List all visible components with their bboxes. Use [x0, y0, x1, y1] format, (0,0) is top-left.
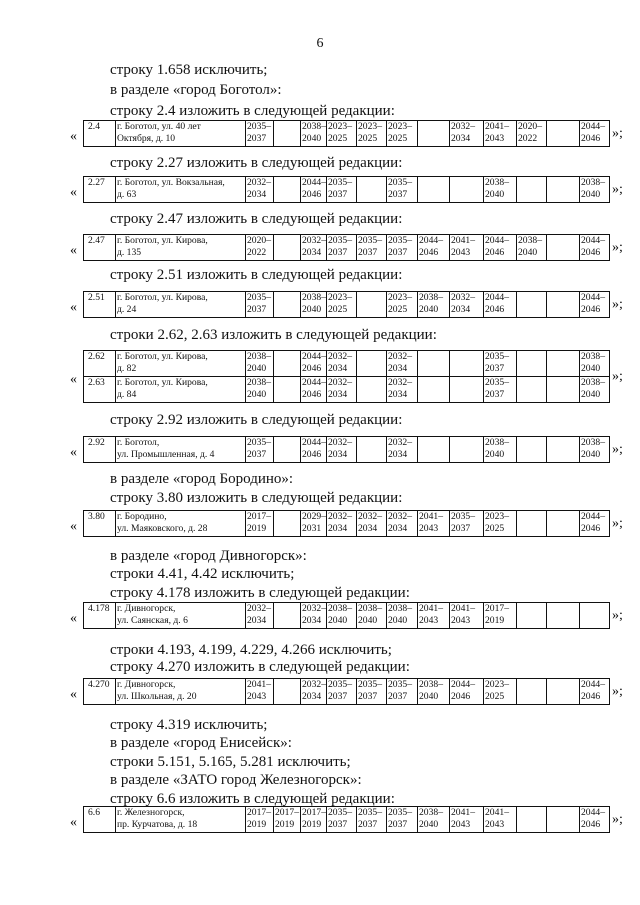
closing-quote: »;	[612, 441, 623, 457]
period-cell	[517, 807, 547, 833]
period-cell	[274, 511, 301, 537]
period-cell	[274, 351, 301, 377]
address-cell: г. Боготол, ул. Кирова, д. 82	[116, 351, 246, 377]
period-cell	[547, 603, 580, 629]
period-cell	[547, 807, 580, 833]
table-row	[84, 377, 610, 403]
period-cell: 2038– 2040	[301, 121, 327, 147]
period-cell: 2017– 2019	[484, 603, 517, 629]
period-cell: 2032– 2034	[450, 292, 484, 318]
period-cell: 2023– 2025	[484, 511, 517, 537]
instruction-line: строку 6.6 изложить в следующей редакции:	[110, 791, 395, 807]
period-cell: 2038– 2040	[418, 807, 450, 833]
period-cell: 2041– 2043	[418, 511, 450, 537]
period-cell: 2023– 2025	[327, 292, 357, 318]
period-cell	[274, 437, 301, 463]
closing-quote: »;	[612, 296, 623, 312]
period-cell	[450, 437, 484, 463]
period-cell	[274, 235, 301, 261]
period-cell: 2041– 2043	[450, 807, 484, 833]
period-cell	[517, 511, 547, 537]
period-cell	[517, 377, 547, 403]
page-number: 6	[316, 36, 324, 51]
address-cell: г. Боготол, ул. Кирова, д. 135	[116, 235, 246, 261]
closing-quote: »;	[612, 181, 623, 197]
period-cell	[517, 292, 547, 318]
opening-quote: «	[70, 686, 77, 702]
period-cell: 2038– 2040	[517, 235, 547, 261]
instruction-line: строку 3.80 изложить в следующей редакции:	[110, 490, 403, 506]
period-cell: 2044– 2046	[301, 377, 327, 403]
period-cell: 2044– 2046	[450, 679, 484, 705]
period-cell: 2044– 2046	[580, 807, 610, 833]
period-cell	[517, 437, 547, 463]
instruction-line: строку 2.4 изложить в следующей редакции:	[110, 103, 395, 119]
period-cell: 2041– 2043	[450, 603, 484, 629]
closing-quote: »;	[612, 515, 623, 531]
row-number: 2.92	[84, 437, 116, 463]
period-cell	[517, 177, 547, 203]
period-cell	[547, 679, 580, 705]
period-cell: 2035– 2037	[246, 292, 274, 318]
period-cell: 2044– 2046	[301, 177, 327, 203]
period-cell: 2044– 2046	[418, 235, 450, 261]
instruction-line: строки 5.151, 5.165, 5.281 исключить;	[110, 754, 351, 770]
amendment-table	[83, 291, 610, 318]
period-cell	[517, 351, 547, 377]
period-cell: 2044– 2046	[484, 292, 517, 318]
period-cell: 2032– 2034	[357, 511, 387, 537]
period-cell	[357, 377, 387, 403]
period-cell: 2044– 2046	[301, 437, 327, 463]
period-cell: 2035– 2037	[246, 437, 274, 463]
period-cell: 2041– 2043	[484, 121, 517, 147]
opening-quote: «	[70, 372, 77, 387]
period-cell: 2029– 2031	[301, 511, 327, 537]
table-row	[84, 235, 610, 261]
instruction-line: строку 4.270 изложить в следующей редакции:	[110, 659, 410, 675]
instruction-line: строки 2.62, 2.63 изложить в следующей редакции:	[110, 327, 437, 343]
period-cell	[547, 351, 580, 377]
period-cell: 2032– 2034	[327, 511, 357, 537]
period-cell: 2035– 2037	[327, 177, 357, 203]
opening-quote: «	[70, 610, 77, 626]
period-cell: 2017– 2019	[246, 511, 274, 537]
table-row	[84, 679, 610, 705]
period-cell: 2035– 2037	[357, 807, 387, 833]
opening-quote: «	[70, 242, 77, 258]
period-cell: 2035– 2037	[246, 121, 274, 147]
period-cell	[450, 351, 484, 377]
period-cell: 2044– 2046	[301, 351, 327, 377]
opening-quote: «	[70, 814, 77, 830]
period-cell: 2044– 2046	[580, 511, 610, 537]
period-cell: 2038– 2040	[418, 292, 450, 318]
row-number: 4.178	[84, 603, 116, 629]
period-cell	[357, 351, 387, 377]
period-cell: 2023– 2025	[387, 121, 418, 147]
period-cell: 2041– 2043	[484, 807, 517, 833]
amendment-table	[83, 234, 610, 261]
period-cell: 2032– 2034	[301, 679, 327, 705]
period-cell: 2038– 2040	[327, 603, 357, 629]
period-cell: 2032– 2034	[301, 603, 327, 629]
period-cell: 2038– 2040	[580, 177, 610, 203]
period-cell: 2038– 2040	[387, 603, 418, 629]
period-cell: 2035– 2037	[327, 807, 357, 833]
period-cell: 2041– 2043	[450, 235, 484, 261]
period-cell	[450, 377, 484, 403]
period-cell: 2038– 2040	[484, 177, 517, 203]
instruction-line: строку 2.27 изложить в следующей редакции:	[110, 155, 403, 171]
period-cell: 2041– 2043	[246, 679, 274, 705]
period-cell	[418, 377, 450, 403]
period-cell	[547, 511, 580, 537]
period-cell: 2038– 2040	[357, 603, 387, 629]
period-cell: 2041– 2043	[418, 603, 450, 629]
row-number: 2.4	[84, 121, 116, 147]
opening-quote: «	[70, 184, 77, 200]
address-cell: г. Боготол, ул. Кирова, д. 24	[116, 292, 246, 318]
period-cell: 2044– 2046	[580, 292, 610, 318]
instruction-line: в разделе «город Енисейск»:	[110, 735, 292, 751]
period-cell: 2038– 2040	[301, 292, 327, 318]
period-cell	[418, 177, 450, 203]
period-cell	[418, 121, 450, 147]
period-cell: 2035– 2037	[450, 511, 484, 537]
address-cell: г. Железногорск, пр. Курчатова, д. 18	[116, 807, 246, 833]
row-number: 4.270	[84, 679, 116, 705]
instruction-line: строку 2.92 изложить в следующей редакции:	[110, 412, 403, 428]
instruction-line: строку 4.178 изложить в следующей редакции:	[110, 585, 410, 601]
instruction-line: в разделе «ЗАТО город Железногорск»:	[110, 772, 362, 788]
row-number: 3.80	[84, 511, 116, 537]
table-row	[84, 351, 610, 377]
period-cell: 2017– 2019	[274, 807, 301, 833]
opening-quote: «	[70, 444, 77, 460]
row-number: 2.63	[84, 377, 116, 403]
period-cell	[357, 177, 387, 203]
amendment-table	[83, 120, 610, 147]
period-cell: 2035– 2037	[484, 351, 517, 377]
period-cell: 2035– 2037	[387, 235, 418, 261]
period-cell: 2035– 2037	[387, 177, 418, 203]
period-cell	[357, 292, 387, 318]
amendment-table	[83, 350, 610, 403]
address-cell: г. Бородино, ул. Маяковского, д. 28	[116, 511, 246, 537]
amendment-table	[83, 602, 610, 629]
period-cell: 2020– 2022	[246, 235, 274, 261]
period-cell: 2035– 2037	[327, 679, 357, 705]
address-cell: г. Боготол, ул. Промышленная, д. 4	[116, 437, 246, 463]
period-cell	[274, 292, 301, 318]
period-cell: 2038– 2040	[418, 679, 450, 705]
period-cell	[547, 437, 580, 463]
period-cell	[450, 177, 484, 203]
period-cell: 2038– 2040	[246, 377, 274, 403]
period-cell	[274, 377, 301, 403]
opening-quote: «	[70, 299, 77, 315]
period-cell	[547, 377, 580, 403]
period-cell: 2023– 2025	[484, 679, 517, 705]
period-cell	[418, 437, 450, 463]
closing-quote: »;	[612, 683, 623, 699]
period-cell: 2032– 2034	[450, 121, 484, 147]
period-cell: 2020– 2022	[517, 121, 547, 147]
period-cell: 2017– 2019	[246, 807, 274, 833]
period-cell: 2032– 2034	[246, 603, 274, 629]
period-cell	[418, 351, 450, 377]
period-cell: 2023– 2025	[327, 121, 357, 147]
period-cell	[547, 177, 580, 203]
amendment-table	[83, 510, 610, 537]
amendment-table	[83, 806, 610, 833]
period-cell: 2044– 2046	[484, 235, 517, 261]
period-cell: 2038– 2040	[580, 351, 610, 377]
period-cell	[547, 292, 580, 318]
address-cell: г. Дивногорск, ул. Школьная, д. 20	[116, 679, 246, 705]
table-row	[84, 807, 610, 833]
period-cell: 2032– 2034	[246, 177, 274, 203]
period-cell: 2038– 2040	[246, 351, 274, 377]
row-number: 2.51	[84, 292, 116, 318]
row-number: 6.6	[84, 807, 116, 833]
period-cell: 2032– 2034	[327, 377, 357, 403]
period-cell: 2038– 2040	[484, 437, 517, 463]
period-cell: 2044– 2046	[580, 235, 610, 261]
amendment-table	[83, 678, 610, 705]
table-row	[84, 121, 610, 147]
period-cell: 2032– 2034	[387, 437, 418, 463]
period-cell: 2032– 2034	[327, 437, 357, 463]
table-row	[84, 177, 610, 203]
period-cell: 2035– 2037	[327, 235, 357, 261]
row-number: 2.47	[84, 235, 116, 261]
instruction-line: строку 2.51 изложить в следующей редакции:	[110, 267, 403, 283]
period-cell	[274, 679, 301, 705]
period-cell: 2032– 2034	[301, 235, 327, 261]
period-cell	[274, 603, 301, 629]
closing-quote: »;	[612, 607, 623, 623]
closing-quote: »;	[612, 369, 623, 384]
instruction-line: строку 2.47 изложить в следующей редакции:	[110, 211, 403, 227]
period-cell	[517, 603, 547, 629]
opening-quote: «	[70, 128, 77, 144]
period-cell: 2044– 2046	[580, 121, 610, 147]
amendment-table	[83, 436, 610, 463]
period-cell: 2044– 2046	[580, 679, 610, 705]
instruction-line: строку 4.319 исключить;	[110, 717, 268, 733]
address-cell: г. Дивногорск, ул. Саянская, д. 6	[116, 603, 246, 629]
table-row	[84, 511, 610, 537]
closing-quote: »;	[612, 239, 623, 255]
instruction-line: в разделе «город Бородино»:	[110, 471, 294, 487]
closing-quote: »;	[612, 125, 623, 141]
row-number: 2.62	[84, 351, 116, 377]
period-cell: 2017– 2019	[301, 807, 327, 833]
period-cell	[517, 679, 547, 705]
period-cell: 2023– 2025	[387, 292, 418, 318]
period-cell	[547, 121, 580, 147]
period-cell: 2035– 2037	[357, 679, 387, 705]
period-cell: 2038– 2040	[580, 437, 610, 463]
period-cell: 2032– 2034	[387, 377, 418, 403]
period-cell: 2032– 2034	[387, 511, 418, 537]
instruction-line: в разделе «город Боготол»:	[110, 82, 282, 98]
instruction-line: в разделе «город Дивногорск»:	[110, 548, 307, 564]
period-cell: 2023– 2025	[357, 121, 387, 147]
address-cell: г. Боготол, ул. Кирова, д. 84	[116, 377, 246, 403]
instruction-line: строки 4.41, 4.42 исключить;	[110, 566, 295, 582]
address-cell: г. Боготол, ул. Вокзальная, д. 63	[116, 177, 246, 203]
instruction-line: строки 4.193, 4.199, 4.229, 4.266 исключить;	[110, 642, 392, 658]
period-cell: 2035– 2037	[484, 377, 517, 403]
row-number: 2.27	[84, 177, 116, 203]
address-cell: г. Боготол, ул. 40 лет Октября, д. 10	[116, 121, 246, 147]
period-cell: 2038– 2040	[580, 377, 610, 403]
period-cell	[357, 437, 387, 463]
period-cell	[580, 603, 610, 629]
period-cell	[274, 177, 301, 203]
closing-quote: »;	[612, 811, 623, 827]
opening-quote: «	[70, 518, 77, 534]
period-cell: 2032– 2034	[327, 351, 357, 377]
period-cell	[547, 235, 580, 261]
period-cell: 2035– 2037	[357, 235, 387, 261]
period-cell: 2032– 2034	[387, 351, 418, 377]
table-row	[84, 292, 610, 318]
period-cell	[274, 121, 301, 147]
amendment-table	[83, 176, 610, 203]
instruction-line: строку 1.658 исключить;	[110, 62, 268, 78]
period-cell: 2035– 2037	[387, 679, 418, 705]
table-row	[84, 603, 610, 629]
table-row	[84, 437, 610, 463]
period-cell: 2035– 2037	[387, 807, 418, 833]
